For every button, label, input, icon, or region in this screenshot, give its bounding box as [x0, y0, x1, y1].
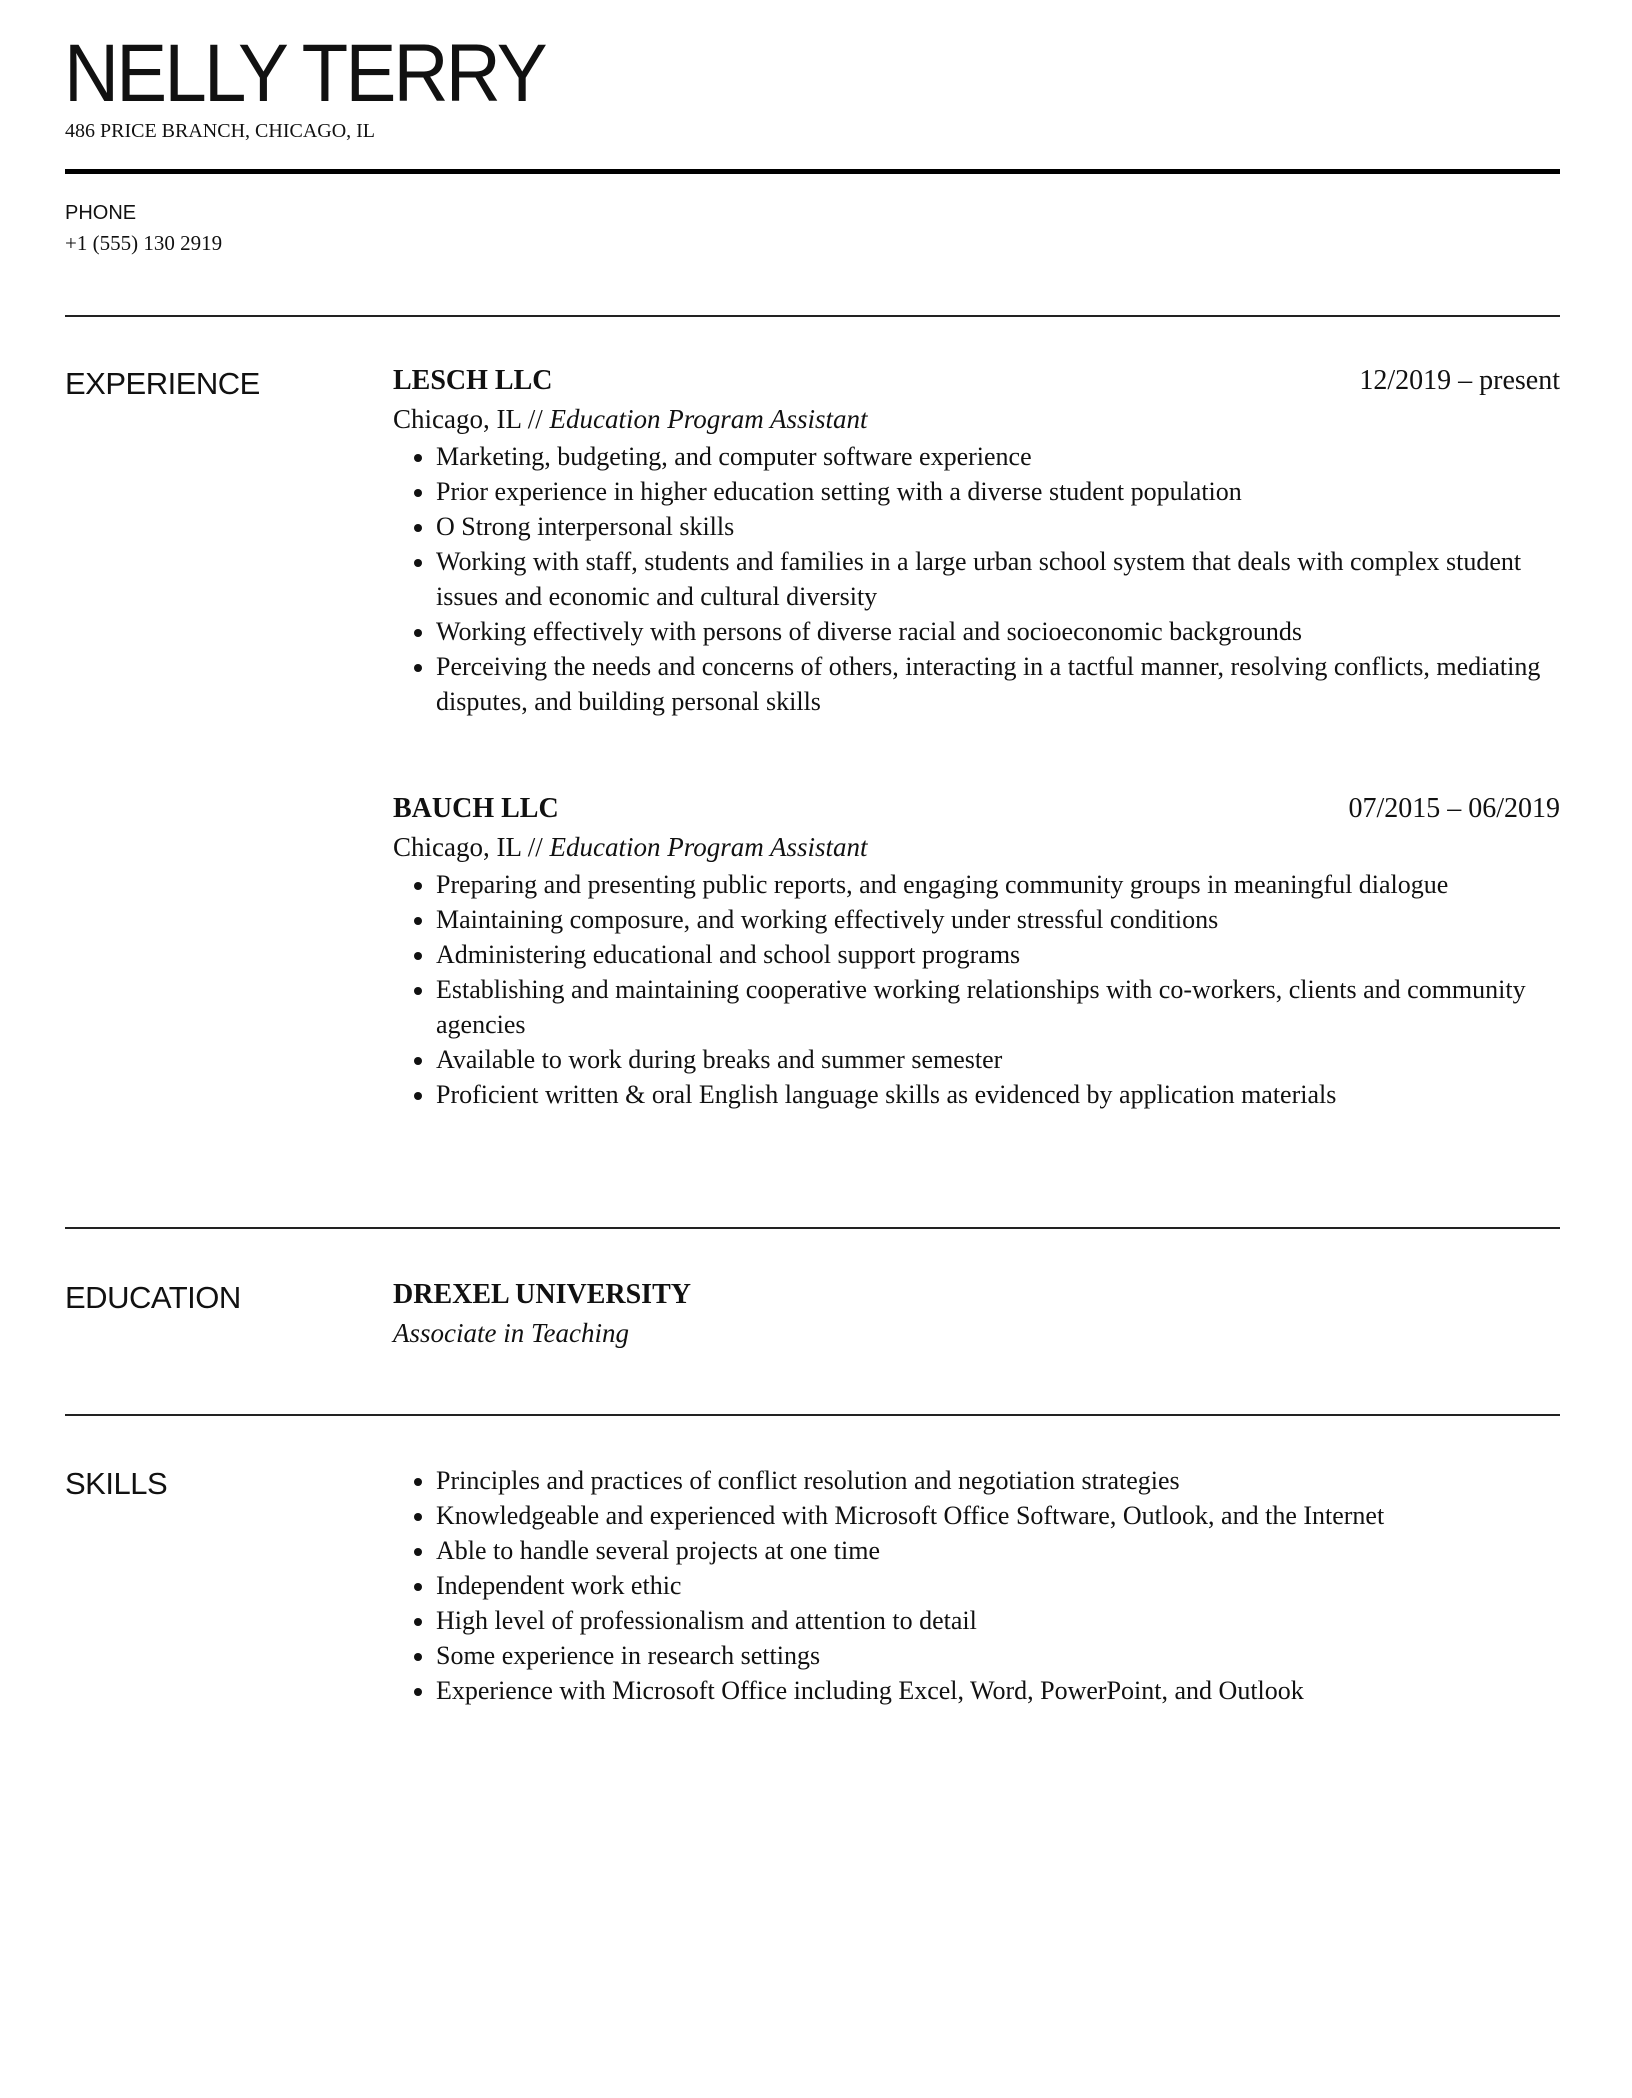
section-title-education: EDUCATION	[65, 1280, 241, 1315]
list-item: • Principles and practices of conflict resolution and negotiation strategies	[436, 1463, 1560, 1498]
list-item: • Proficient written & oral English language skills as evidenced by application materials	[436, 1077, 1560, 1112]
school-name: DREXEL UNIVERSITY	[393, 1279, 691, 1310]
candidate-name: NELLY TERRY	[64, 28, 545, 119]
separator: //	[527, 832, 543, 862]
separator: //	[527, 404, 543, 434]
list-item: • Establishing and maintaining cooperative working relationships with co-workers, clients and community agencies	[436, 972, 1560, 1042]
job-dates: 07/2015 – 06/2019	[1348, 793, 1560, 824]
job-role: Education Program Assistant	[549, 832, 868, 862]
company-name: LESCH LLC	[393, 365, 553, 396]
list-item: • Preparing and presenting public reports, and engaging community groups in meaningful dialogue	[436, 867, 1560, 902]
header-divider	[65, 169, 1560, 174]
list-item: • High level of professionalism and attention to detail	[436, 1603, 1560, 1638]
job-role: Education Program Assistant	[549, 404, 868, 434]
education-entry	[393, 1277, 1560, 1353]
section-title-skills: SKILLS	[65, 1466, 168, 1501]
address: 486 PRICE BRANCH, CHICAGO, IL	[65, 120, 376, 142]
list-item: • Available to work during breaks and summer semester	[436, 1042, 1560, 1077]
degree: Associate in Teaching	[393, 1318, 629, 1348]
phone-number: +1 (555) 130 2919	[65, 231, 223, 255]
list-item: • Perceiving the needs and concerns of others, interacting in a tactful manner, resolving conflicts, mediating disputes, and building personal skills	[436, 649, 1560, 719]
divider	[65, 1227, 1560, 1229]
list-item: • Working effectively with persons of diverse racial and socioeconomic backgrounds	[436, 614, 1560, 649]
list-item: • Some experience in research settings	[436, 1638, 1560, 1673]
list-item: • Working with staff, students and families in a large urban school system that deals with complex student issues and economic and cultural diversity	[436, 544, 1560, 614]
list-item: • O Strong interpersonal skills	[436, 509, 1560, 544]
divider	[65, 1414, 1560, 1416]
list-item: • Marketing, budgeting, and computer software experience	[436, 439, 1560, 474]
company-name: BAUCH LLC	[393, 793, 559, 824]
job-location: Chicago, IL	[393, 832, 521, 862]
job-bullets	[393, 439, 1560, 719]
job-dates: 12/2019 – present	[1359, 365, 1560, 396]
list-item: • Knowledgeable and experienced with Microsoft Office Software, Outlook, and the Internet	[436, 1498, 1560, 1533]
job-entry	[393, 791, 1560, 1112]
job-location: Chicago, IL	[393, 404, 521, 434]
job-bullets	[393, 867, 1560, 1112]
list-item: • Independent work ethic	[436, 1568, 1560, 1603]
list-item: • Experience with Microsoft Office including Excel, Word, PowerPoint, and Outlook	[436, 1673, 1560, 1708]
job-entry	[393, 363, 1560, 719]
list-item: • Prior experience in higher education setting with a diverse student population	[436, 474, 1560, 509]
phone-label: PHONE	[65, 202, 137, 224]
list-item: • Administering educational and school support programs	[436, 937, 1560, 972]
divider	[65, 315, 1560, 317]
section-title-experience: EXPERIENCE	[65, 366, 260, 401]
list-item: • Able to handle several projects at one time	[436, 1533, 1560, 1568]
skills-list	[393, 1463, 1560, 1708]
list-item: • Maintaining composure, and working effectively under stressful conditions	[436, 902, 1560, 937]
